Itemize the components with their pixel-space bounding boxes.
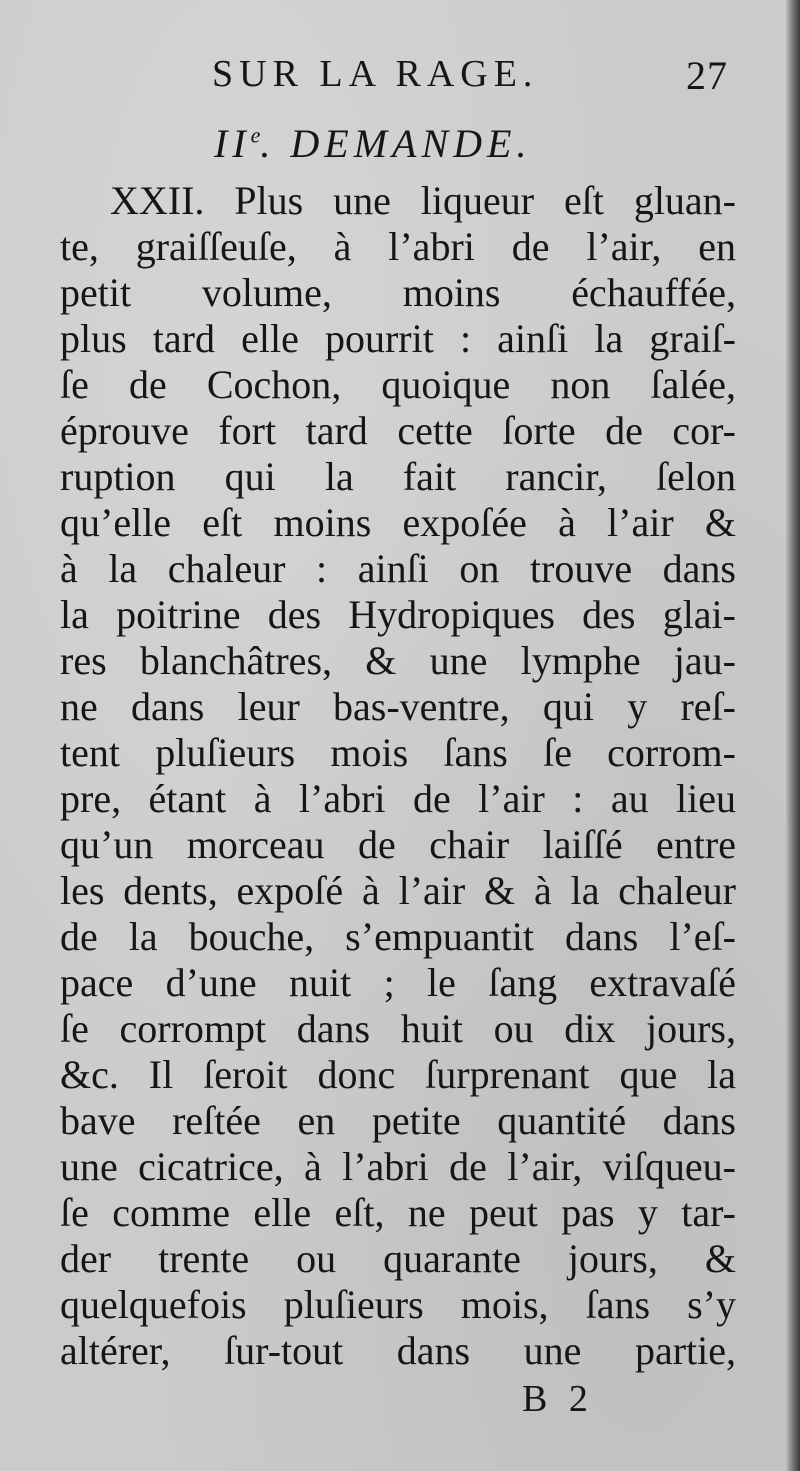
text-line: res blanchâtres, & une lymphe jau- [60,638,736,683]
text-line: une cicatrice, à l’abri de l’air, viſqueu- [60,1144,736,1189]
text-line: pre, étant à l’abri de l’air : au lieu [60,776,736,821]
text-line: ſe corrompt dans huit ou dix jours, [60,1006,736,1051]
text-line: petit volume, moins échauffée, [60,270,736,315]
question-heading [214,120,531,167]
text-line: ne dans leur bas-ventre, qui y reſ- [60,684,736,729]
text-line: altérer, ſur-tout dans une partie, [60,1328,736,1373]
text-line: éprouve fort tard cette ſorte de cor- [60,408,736,453]
text-line: te, graiſſeuſe, à l’abri de l’air, en [60,224,736,269]
text-line: qu’un morceau de chair laiſſé entre [60,822,736,867]
text-line: plus tard elle pourrit : ainſi la graiſ- [60,316,736,361]
body-text [60,178,736,1374]
text-line: ſe comme elle eſt, ne peut pas y tar- [60,1190,736,1235]
question-label: . DEMANDE. [260,121,532,166]
text-line: XXII. Plus une liqueur eſt gluan- [110,178,736,223]
signature-mark: B 2 [522,1378,594,1420]
page-spine-shadow [786,0,800,1471]
text-line: pace d’une nuit ; le ſang extravaſé [60,960,736,1005]
text-line: tent pluſieurs mois ſans ſe corrom- [60,730,736,775]
running-head [0,52,800,102]
text-line: qu’elle eſt moins expoſée à l’air & [60,500,736,545]
question-numeral-superscript: e [250,122,261,148]
text-line: les dents, expoſé à l’air & à la chaleur [60,868,736,913]
text-line: à la chaleur : ainſi on trouve dans [60,546,736,591]
page-number: 27 [686,53,728,98]
text-line: der trente ou quarante jours, & [60,1236,736,1281]
text-line: ſe de Cochon, quoique non ſalée, [60,362,736,407]
text-line: ruption qui la fait rancir, ſelon [60,454,736,499]
text-line: &c. Il ſeroit donc ſurprenant que la [60,1052,736,1097]
text-line: de la bouche, s’empuantit dans l’eſ- [60,914,736,959]
text-line: la poitrine des Hydropiques des glai- [60,592,736,637]
question-numeral: II [214,121,251,166]
text-line: bave reſtée en petite quantité dans [60,1098,736,1143]
running-title: SUR LA RAGE. [212,53,539,95]
text-line: quelquefois pluſieurs mois, ſans s’y [60,1282,736,1327]
